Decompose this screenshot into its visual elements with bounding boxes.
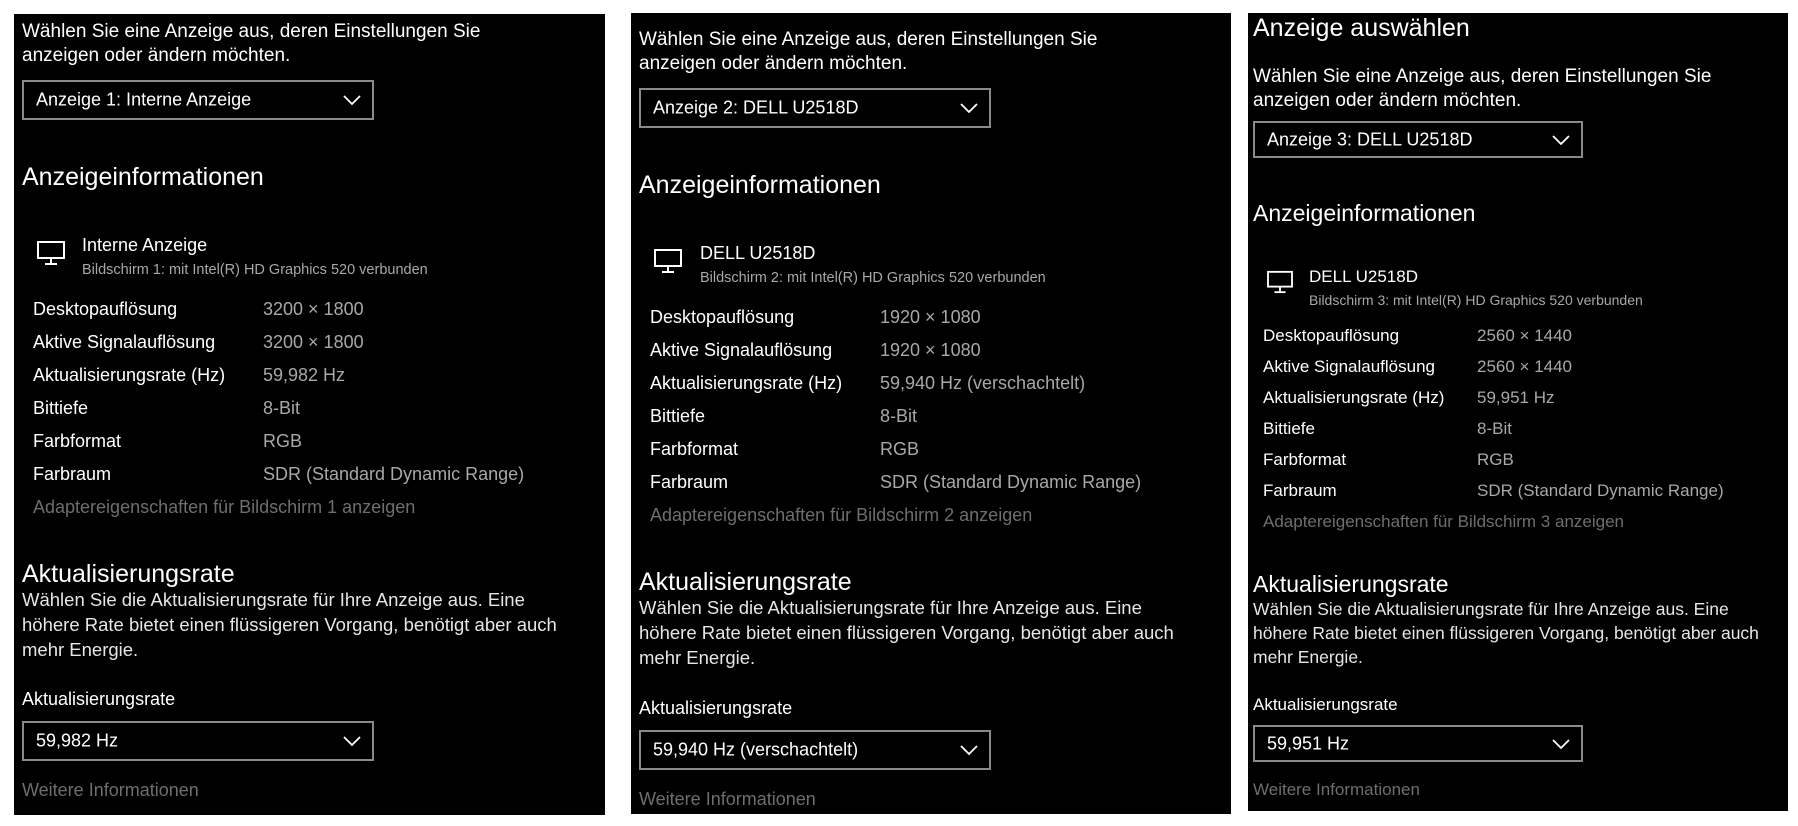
monitor-icon	[653, 248, 683, 274]
select-display-intro: Wählen Sie eine Anzeige aus, deren Einstellungen Sie anzeigen oder ändern möchten.	[22, 21, 481, 66]
display-select-value: Anzeige 3: DELL U2518D	[1267, 129, 1473, 149]
display-settings-panel-2	[631, 13, 1231, 814]
refresh-rate-hz-value: 59,940 Hz (verschachtelt)	[880, 373, 1086, 393]
active-signal-resolution-label: Aktive Signalauflösung	[650, 340, 833, 360]
active-signal-resolution-value: 1920 × 1080	[880, 340, 981, 360]
refresh-rate-heading: Aktualisierungsrate	[639, 568, 852, 596]
refresh-rate-description: Wählen Sie die Aktualisierungsrate für Ihre Anzeige aus. Eine höhere Rate bietet einen flüssigeren Vorgang, benötigt aber auch mehr Energie.	[22, 589, 557, 660]
color-space-value: SDR (Standard Dynamic Range)	[1477, 481, 1724, 500]
refresh-rate-value: 59,951 Hz	[1267, 733, 1350, 753]
color-format-value: RGB	[263, 431, 303, 451]
select-display-intro: Wählen Sie eine Anzeige aus, deren Einstellungen Sie anzeigen oder ändern möchten.	[1253, 66, 1712, 111]
refresh-rate-label: Aktualisierungsrate	[1253, 695, 1398, 714]
adapter-properties-link[interactable]: Adaptereigenschaften für Bildschirm 1 anzeigen	[33, 497, 416, 517]
display-info-heading: Anzeigeinformationen	[1253, 200, 1476, 226]
desktop-resolution-value: 1920 × 1080	[880, 307, 981, 327]
chevron-down-icon	[342, 94, 362, 106]
refresh-rate-description: Wählen Sie die Aktualisierungsrate für Ihre Anzeige aus. Eine höhere Rate bietet einen flüssigeren Vorgang, benötigt aber auch mehr Energie.	[639, 597, 1174, 668]
display-select-value: Anzeige 2: DELL U2518D	[653, 97, 859, 118]
refresh-rate-label: Aktualisierungsrate	[639, 698, 793, 718]
bit-depth-label: Bittiefe	[33, 398, 89, 418]
display-settings-panel-3	[1248, 13, 1788, 811]
color-space-value: SDR (Standard Dynamic Range)	[263, 464, 525, 484]
display-info-heading: Anzeigeinformationen	[639, 171, 881, 199]
device-name: Interne Anzeige	[82, 235, 208, 255]
device-connection-info: Bildschirm 2: mit Intel(R) HD Graphics 520 verbunden	[700, 270, 1046, 286]
refresh-rate-heading: Aktualisierungsrate	[1253, 571, 1449, 597]
more-info-link[interactable]: Weitere Informationen	[1253, 780, 1420, 799]
adapter-properties-link[interactable]: Adaptereigenschaften für Bildschirm 3 anzeigen	[1263, 512, 1624, 531]
display-select-dropdown[interactable]	[22, 80, 374, 120]
device-name: DELL U2518D	[700, 243, 816, 263]
refresh-rate-description: Wählen Sie die Aktualisierungsrate für Ihre Anzeige aus. Eine höhere Rate bietet einen flüssigeren Vorgang, benötigt aber auch mehr Energie.	[1253, 599, 1759, 667]
display-settings-panel-1	[14, 14, 605, 815]
monitor-icon	[1266, 270, 1294, 294]
desktop-resolution-value: 3200 × 1800	[263, 299, 364, 319]
color-space-label: Farbraum	[1263, 481, 1337, 500]
refresh-rate-hz-label: Aktualisierungsrate (Hz)	[33, 365, 226, 385]
chevron-down-icon	[959, 102, 979, 114]
refresh-rate-value: 59,940 Hz (verschachtelt)	[653, 739, 859, 760]
active-signal-resolution-value: 3200 × 1800	[263, 332, 364, 352]
desktop-resolution-label: Desktopauflösung	[1263, 326, 1400, 345]
color-format-value: RGB	[1477, 450, 1514, 469]
bit-depth-value: 8-Bit	[1477, 419, 1512, 438]
refresh-rate-dropdown[interactable]	[639, 730, 991, 770]
refresh-rate-hz-value: 59,951 Hz	[1477, 388, 1555, 407]
bit-depth-label: Bittiefe	[650, 406, 706, 426]
refresh-rate-hz-label: Aktualisierungsrate (Hz)	[650, 373, 843, 393]
more-info-link[interactable]: Weitere Informationen	[22, 780, 199, 800]
bit-depth-value: 8-Bit	[263, 398, 301, 418]
bit-depth-value: 8-Bit	[880, 406, 918, 426]
select-display-heading: Anzeige auswählen	[1253, 14, 1470, 42]
desktop-resolution-label: Desktopauflösung	[650, 307, 795, 327]
display-info-heading: Anzeigeinformationen	[22, 163, 264, 191]
active-signal-resolution-value: 2560 × 1440	[1477, 357, 1573, 376]
select-display-intro: Wählen Sie eine Anzeige aus, deren Einstellungen Sie anzeigen oder ändern möchten.	[639, 29, 1098, 74]
bit-depth-label: Bittiefe	[1263, 419, 1315, 438]
display-select-dropdown[interactable]	[639, 88, 991, 128]
adapter-properties-link[interactable]: Adaptereigenschaften für Bildschirm 2 anzeigen	[650, 505, 1033, 525]
refresh-rate-value: 59,982 Hz	[36, 730, 119, 751]
active-signal-resolution-label: Aktive Signalauflösung	[33, 332, 216, 352]
monitor-icon	[36, 240, 66, 266]
device-name: DELL U2518D	[1309, 267, 1418, 286]
refresh-rate-hz-label: Aktualisierungsrate (Hz)	[1263, 388, 1445, 407]
device-connection-info: Bildschirm 3: mit Intel(R) HD Graphics 520 verbunden	[1309, 292, 1643, 308]
chevron-down-icon	[959, 744, 979, 756]
active-signal-resolution-label: Aktive Signalauflösung	[1263, 357, 1436, 376]
refresh-rate-dropdown[interactable]	[22, 721, 374, 761]
desktop-resolution-value: 2560 × 1440	[1477, 326, 1573, 345]
color-format-label: Farbformat	[33, 431, 122, 451]
refresh-rate-label: Aktualisierungsrate	[22, 689, 176, 709]
color-space-value: SDR (Standard Dynamic Range)	[880, 472, 1142, 492]
color-format-label: Farbformat	[1263, 450, 1347, 469]
color-format-label: Farbformat	[650, 439, 739, 459]
refresh-rate-dropdown[interactable]	[1253, 725, 1583, 762]
chevron-down-icon	[1551, 134, 1571, 146]
refresh-rate-heading: Aktualisierungsrate	[22, 560, 235, 588]
desktop-resolution-label: Desktopauflösung	[33, 299, 178, 319]
color-space-label: Farbraum	[650, 472, 729, 492]
refresh-rate-hz-value: 59,982 Hz	[263, 365, 346, 385]
more-info-link[interactable]: Weitere Informationen	[639, 789, 816, 809]
chevron-down-icon	[1551, 738, 1571, 750]
display-select-value: Anzeige 1: Interne Anzeige	[36, 89, 252, 110]
color-space-label: Farbraum	[33, 464, 112, 484]
device-connection-info: Bildschirm 1: mit Intel(R) HD Graphics 520 verbunden	[82, 262, 428, 278]
chevron-down-icon	[342, 735, 362, 747]
display-select-dropdown[interactable]	[1253, 121, 1583, 158]
color-format-value: RGB	[880, 439, 920, 459]
